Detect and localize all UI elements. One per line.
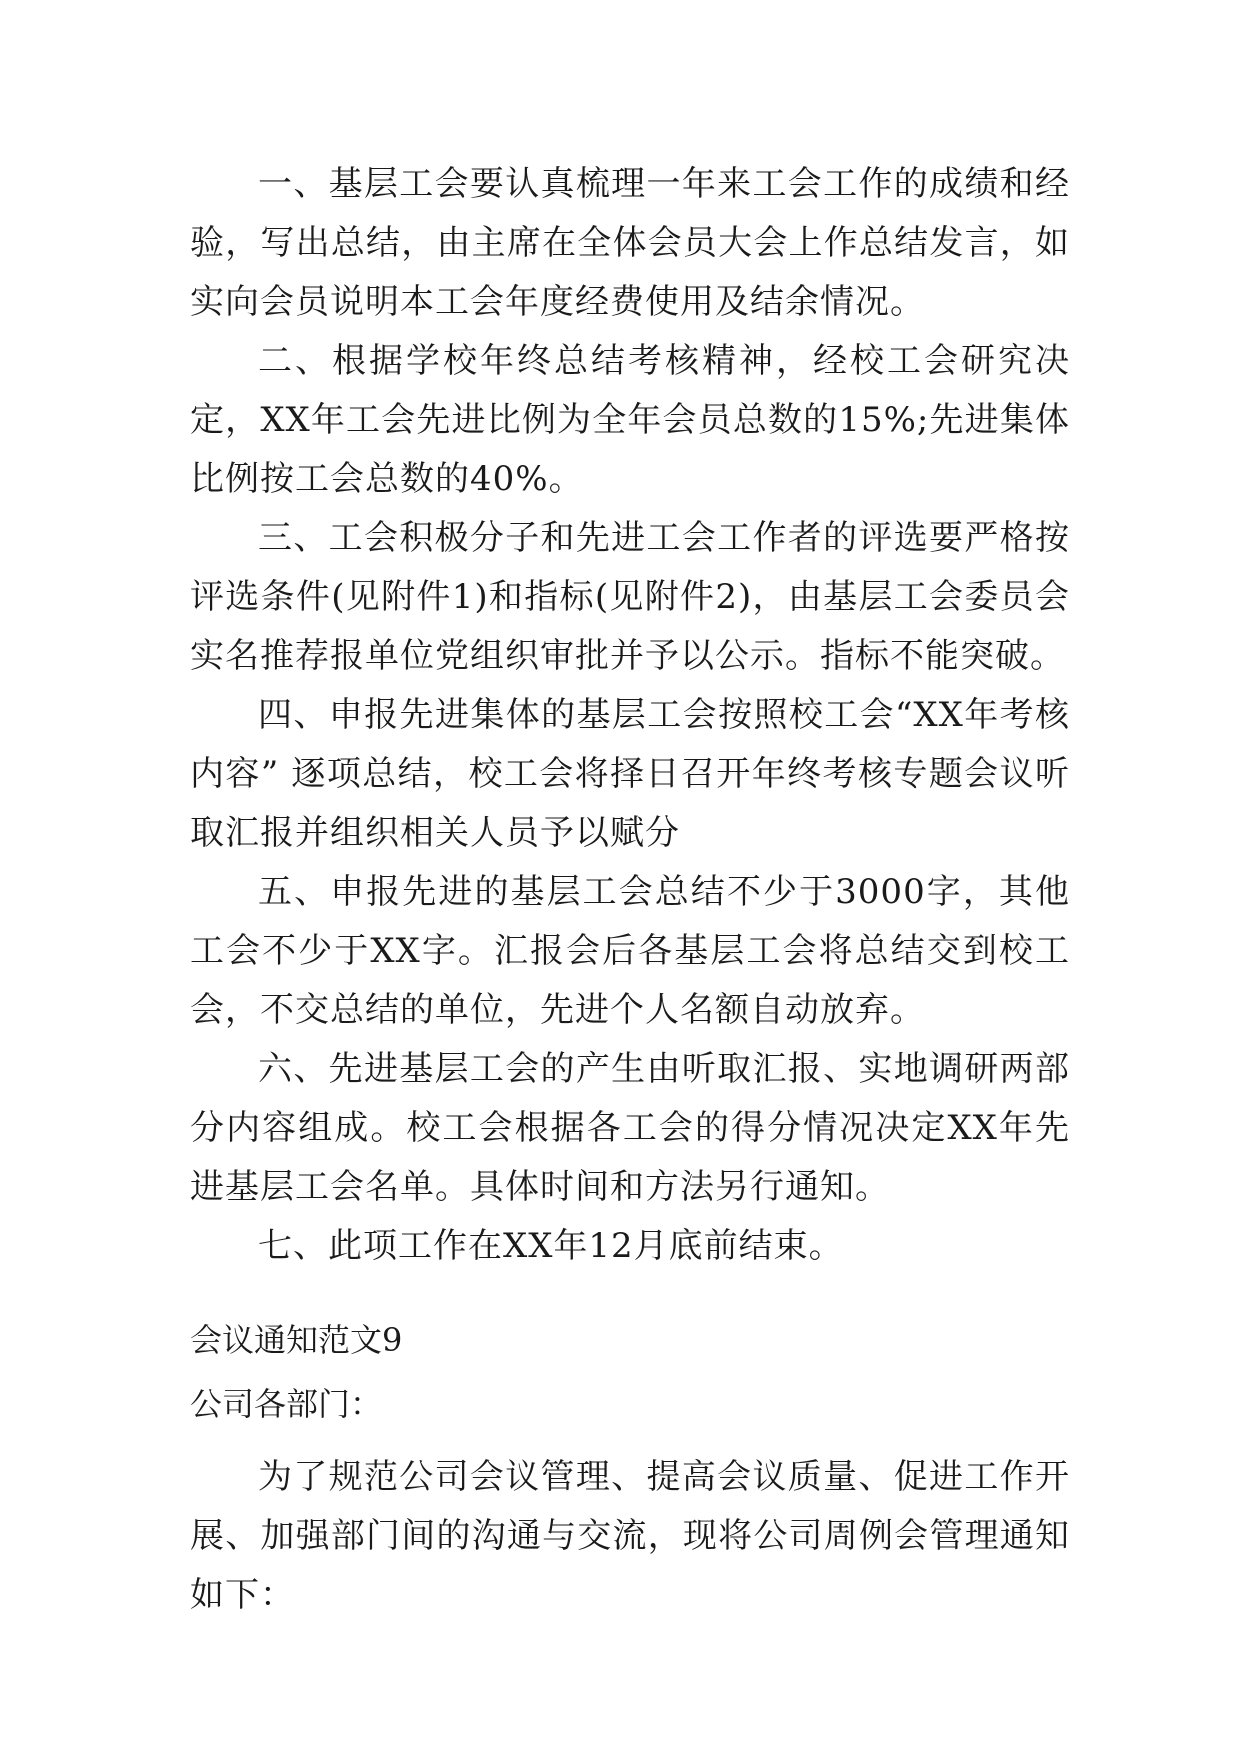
paragraph-6: 六、先进基层工会的产生由听取汇报、实地调研两部分内容组成。校工会根据各工会的得分情况决定XX年先进基层工会名单。具体时间和方法另行通知。 (190, 1049, 1070, 1207)
paragraph-5: 五、申报先进的基层工会总结不少于3000字，其他工会不少于XX字。汇报会后各基层工会将总结交到校工会，不交总结的单位，先进个人名额自动放弃。 (190, 872, 1070, 1030)
paragraph-3: 三、工会积极分子和先进工会工作者的评选要严格按评选条件(见附件1)和指标(见附件2)，由基层工会委员会实名推荐报单位党组织审批并予以公示。指标不能突破。 (190, 518, 1070, 676)
paragraph-4: 四、申报先进集体的基层工会按照校工会“XX年考核内容” 逐项总结，校工会将择日召开年终考核专题会议听取汇报并组织相关人员予以赋分 (190, 695, 1070, 853)
paragraph-1: 一、基层工会要认真梳理一年来工会工作的成绩和经验，写出总结，由主席在全体会员大会上作总结发言，如实向会员说明本工会年度经费使用及结余情况。 (190, 164, 1070, 322)
section-title: 会议通知范文9 (190, 1321, 403, 1359)
intro-paragraph: 为了规范公司会议管理、提高会议质量、促进工作开展、加强部门间的沟通与交流，现将公司周例会管理通知如下： (190, 1457, 1070, 1615)
body-text (190, 155, 1070, 1276)
salutation: 公司各部门： (190, 1385, 383, 1423)
paragraph-7: 七、此项工作在XX年12月底前结束。 (258, 1226, 844, 1266)
paragraph-2: 二、根据学校年终总结考核精神，经校工会研究决定，XX年工会先进比例为全年会员总数的15%;先进集体比例按工会总数的40%。 (190, 341, 1070, 499)
